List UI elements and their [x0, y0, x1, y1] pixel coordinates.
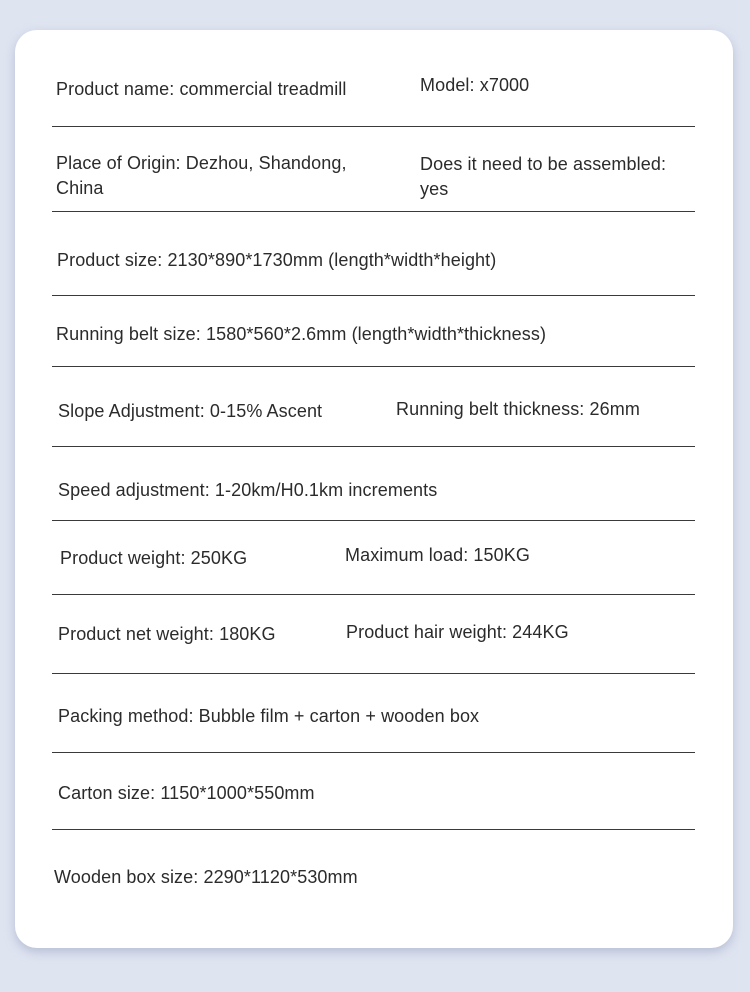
divider	[52, 829, 695, 830]
divider	[52, 446, 695, 447]
divider	[52, 295, 695, 296]
product-name: Product name: commercial treadmill	[56, 79, 347, 99]
model: Model: x7000	[420, 75, 530, 95]
divider	[52, 126, 695, 127]
product-net-weight: Product net weight: 180KG	[58, 624, 276, 644]
packing-method: Packing method: Bubble film + carton + wooden box	[58, 706, 480, 726]
divider	[52, 366, 695, 367]
product-weight: Product weight: 250KG	[60, 548, 248, 568]
maximum-load: Maximum load: 150KG	[345, 545, 530, 565]
divider	[52, 594, 695, 595]
divider	[52, 673, 695, 674]
slope-adjustment: Slope Adjustment: 0-15% Ascent	[58, 401, 323, 421]
product-hair-weight: Product hair weight: 244KG	[346, 622, 569, 642]
place-of-origin: Place of Origin: Dezhou, Shandong, China	[56, 153, 347, 198]
running-belt-thickness: Running belt thickness: 26mm	[396, 399, 640, 419]
divider	[52, 520, 695, 521]
wooden-box-size: Wooden box size: 2290*1120*530mm	[54, 867, 358, 887]
running-belt-size: Running belt size: 1580*560*2.6mm (length*width*thickness)	[56, 324, 547, 344]
carton-size: Carton size: 1150*1000*550mm	[58, 783, 315, 803]
assembly-required: Does it need to be assembled: yes	[420, 154, 667, 199]
speed-adjustment: Speed adjustment: 1-20km/H0.1km increments	[58, 480, 438, 500]
product-size: Product size: 2130*890*1730mm (length*width*height)	[57, 250, 497, 270]
divider	[52, 752, 695, 753]
divider	[52, 211, 695, 212]
